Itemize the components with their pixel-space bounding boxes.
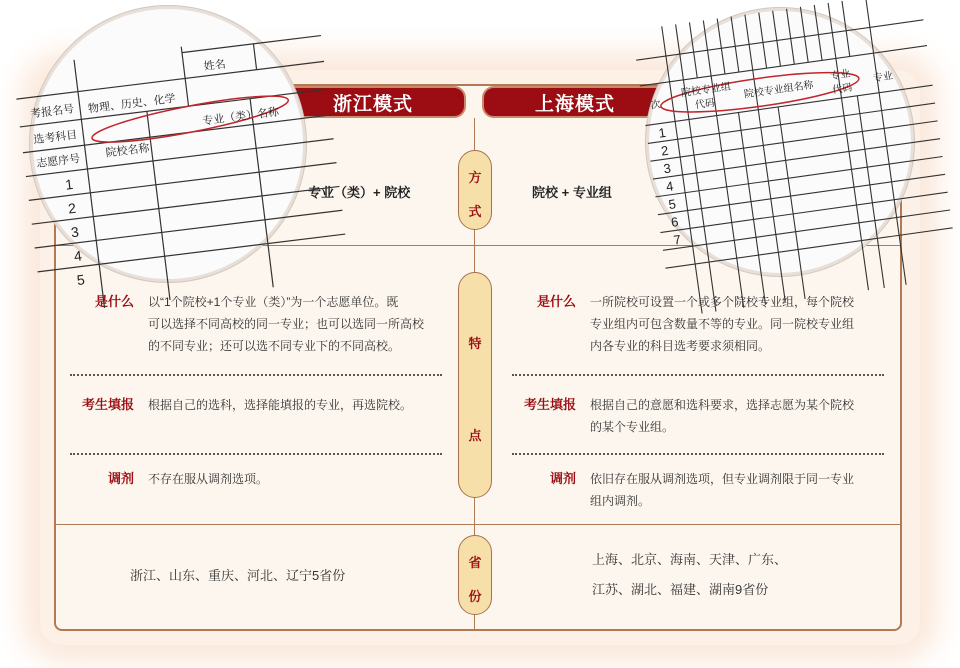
form-name-label: 姓名 [203, 58, 227, 74]
form-subjects: 物理、历史、化学 [87, 92, 177, 116]
pill-features [458, 272, 492, 498]
dotted-separator [512, 453, 884, 455]
pill-features-char-2: 点 [468, 428, 482, 443]
text-line: 江苏、湖北、福建、湖南9省份 [592, 582, 769, 597]
shanghai-fill-label: 考生填报 [523, 397, 576, 412]
form-number: 1 [64, 175, 74, 193]
text-line: 内各专业的科目选考要求须相同。 [590, 339, 771, 353]
form-row-label: 志愿序号 [35, 152, 81, 171]
text-line: 可以选择不同高校的同一专业；也可以选同一所高校 [148, 317, 425, 331]
pill-method-char-1: 方 [468, 170, 482, 185]
shanghai-adjust-label: 调剂 [549, 471, 576, 486]
shanghai-form-illustration [649, 11, 911, 273]
form-code-label: 院校专业组 [680, 81, 732, 100]
shanghai-fill-text [590, 394, 890, 438]
form-number: 4 [665, 178, 675, 195]
zhejiang-adjust-text [148, 468, 448, 490]
text-line: 一所院校可设置一个或多个院校专业组，每个院校 [590, 295, 855, 309]
zhejiang-fill-text [148, 394, 448, 416]
shanghai-provinces [592, 545, 787, 605]
form-group-label: 院校专业组名称 [743, 79, 815, 101]
shanghai-adjust-text [590, 468, 890, 512]
form-number: 1 [657, 124, 667, 141]
form-number: 2 [67, 199, 77, 217]
text-line: 不存在服从调剂选项。 [148, 472, 269, 486]
form-order-label: 次 [649, 99, 662, 112]
shanghai-what-text [590, 291, 890, 357]
zhejiang-provinces [130, 561, 345, 591]
zhejiang-form-magnifier [29, 6, 306, 289]
form-number: 2 [660, 142, 670, 159]
dotted-separator [512, 374, 884, 376]
shanghai-form-magnifier [646, 8, 914, 276]
pill-features-char-1: 特 [468, 336, 482, 351]
pill-provinces [458, 535, 492, 615]
form-code-label: 代码 [694, 97, 716, 112]
form-number: 6 [670, 214, 680, 230]
form-school-label: 院校名称 [104, 142, 151, 160]
text-line: 的某个专业组。 [590, 420, 675, 434]
pill-provinces-char-1: 省 [468, 555, 482, 570]
shanghai-mode-header: 上海模式 [482, 86, 668, 118]
form-major-label: 专业（类）名称 [201, 106, 280, 128]
zhejiang-mode-header: 浙江模式 [280, 86, 466, 118]
form-number: 3 [662, 160, 672, 177]
text-line: 根据自己的选科，选择能填报的专业，再选院校。 [148, 398, 413, 412]
form-number: 5 [667, 196, 677, 213]
zhejiang-adjust-label: 调剂 [107, 471, 134, 486]
text-line: 的不同专业；还可以选不同专业下的不同高校。 [148, 339, 401, 353]
text-line: 根据自己的意愿和选科要求，选择志愿为某个院校 [590, 398, 855, 412]
shanghai-method: 院校 + 专业组 [532, 185, 612, 200]
pill-method [458, 150, 492, 230]
form-major-code-label: 专业 [829, 68, 851, 83]
form-number: 7 [672, 231, 682, 248]
zhejiang-what-label: 是什么 [94, 294, 134, 309]
zhejiang-method: 专业（类）+ 院校 [308, 185, 411, 200]
text-line: 组内调剂。 [590, 494, 651, 508]
form-row-label: 选考科目 [32, 129, 78, 147]
text-line: 以“1个院校+1个专业（类）”为一个志愿单位。既 [148, 295, 399, 309]
text-line: 依旧存在服从调剂选项，但专业调剂限于同一专业 [590, 472, 855, 486]
form-number: 4 [73, 247, 83, 265]
text-line: 上海、北京、海南、天津、广东、 [592, 552, 788, 567]
divider-features [56, 524, 900, 525]
dotted-separator [70, 453, 442, 455]
form-number: 3 [70, 223, 80, 241]
zhejiang-form-illustration [29, 9, 303, 289]
shanghai-what-label: 是什么 [536, 294, 576, 309]
zhejiang-what-text [148, 291, 448, 357]
text-line: 浙江、山东、重庆、河北、辽宁5省份 [130, 568, 346, 583]
dotted-separator [70, 374, 442, 376]
form-major-code-label: 代码 [831, 82, 853, 97]
pill-method-char-2: 式 [468, 204, 482, 219]
form-row-label: 考报名号 [29, 103, 75, 121]
form-number: 5 [75, 271, 86, 289]
form-major-label: 专业 [872, 70, 894, 85]
text-line: 专业组内可包含数量不等的专业。同一院校专业组 [590, 317, 855, 331]
pill-provinces-char-2: 份 [468, 589, 482, 604]
zhejiang-fill-label: 考生填报 [81, 397, 134, 412]
